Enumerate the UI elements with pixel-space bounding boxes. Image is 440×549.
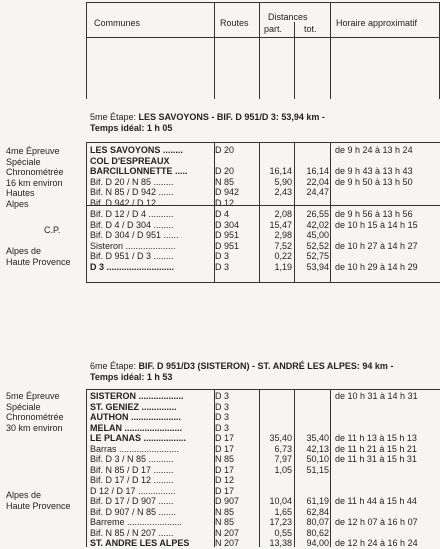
table-row: D 12 / D 17 ............... D 17 [90, 485, 235, 496]
table-row: Bif. D 17 / D 907 ...... D 907 10,04 61,19 de 11 h 44 à 15 h 44 [90, 496, 417, 506]
table-row: Bif. D 12 / D 4 .......... D 4 2,08 26,55 de 9 h 56 à 13 h 56 [90, 209, 413, 219]
table-row: Bif. D 3 / N 85 .......... N 85 7,97 50,10 de 11 h 31 à 15 h 31 [90, 454, 417, 464]
stage5-side-notes: 4me Épreuve Spéciale Chronométrée 16 km environ Hautes Alpes [6, 146, 64, 209]
table-row: Bif. D 304 / D 951 ...... D 951 2,98 45,00 [90, 230, 329, 240]
table-row: Bif. D 942 / D 12 ...... D 12 [90, 197, 235, 208]
header-distances: Distances [268, 12, 308, 22]
header-tot: tot. [304, 24, 317, 34]
stage5-side-notes-2: C.P. Alpes de Haute Provence [6, 225, 71, 267]
table-row: Bif. D 951 / D 3 ........ D 3 0,22 52,75 [90, 251, 329, 261]
header-routes: Routes [220, 18, 249, 28]
table-row: SISTERON .................. D 3 de 10 h 31 à 14 h 31 [90, 391, 418, 401]
stage6-side-notes-2: Alpes de Haute Provence [6, 490, 71, 511]
table-row: AUTHON .................... D 3 [90, 412, 230, 422]
stage6-title: 6me Étape: BIF. D 951/D3 (SISTERON) - ST. ANDRÉ LES ALPES: 94 km - [90, 361, 394, 371]
table-row: Bif. D 20 / N 85 ........ N 85 5,90 22,04 de 9 h 50 à 13 h 50 [90, 176, 413, 187]
table-row: ST. GENIEZ .............. D 3 [90, 401, 230, 412]
table-row: D 3 ........................... D 3 1,19 53,94 de 10 h 29 à 14 h 29 [90, 261, 418, 272]
table-row: Barras ........................ D 17 6,73 42,13 de 11 h 21 à 15 h 21 [90, 443, 417, 454]
header-part: part. [264, 24, 283, 34]
table-row: LE PLANAS ................. D 17 35,40 35,40 de 11 h 13 à 15 h 13 [90, 433, 417, 443]
stage6-side-notes: 5me Épreuve Spéciale Chronométrée 30 km environ [6, 391, 64, 433]
table-row: ST. ANDRE LES ALPES N 207 13,38 94,00 de 12 h 24 à 16 h 24 [90, 538, 418, 548]
table-row: LES SAVOYONS ........ D 20 de 9 h 24 à 13 h 24 [90, 145, 413, 155]
stage6-ideal-time: Temps idéal: 1 h 53 [90, 372, 173, 382]
table-row: Bif. N 85 / D 17 ........ D 17 1,05 51,15 [90, 464, 329, 475]
table-row: Bif. D 4 / D 304 ........ D 304 15,47 42,02 de 10 h 15 à 14 h 15 [90, 219, 418, 230]
stage5-ideal-time: Temps idéal: 1 h 05 [90, 123, 173, 133]
table-row: Bif. D 17 / D 12 ........ D 12 [90, 475, 235, 485]
header-horaire: Horaire approximatif [336, 18, 418, 28]
table-row: Bif. N 85 / D 942 ...... D 942 2,43 24,47 [90, 187, 329, 197]
table-row: MELAN ....................... D 3 [90, 422, 230, 433]
table-row: BARCILLONNETTE ..... D 20 16,14 16,14 de 9 h 43 à 13 h 43 [90, 166, 413, 176]
header-table [86, 2, 440, 99]
header-communes: Communes [94, 18, 141, 28]
table-row: COL D'ESPREAUX [90, 155, 170, 166]
table-row: Bif. N 85 / N 207 ...... N 207 0,55 80,62 [90, 527, 329, 538]
table-row: Barreme ...................... N 85 17,23 80,07 de 12 h 07 à 16 h 07 [90, 517, 418, 527]
table-row: Sisteron .................... D 951 7,52 52,52 de 10 h 27 à 14 h 27 [90, 240, 418, 251]
table-row: Bif. D 907 / N 85 ....... N 85 1,65 62,84 [90, 506, 329, 517]
stage5-title: 5me Étape: LES SAVOYONS - BIF. D 951/D 3: 53,94 km - [90, 112, 325, 122]
